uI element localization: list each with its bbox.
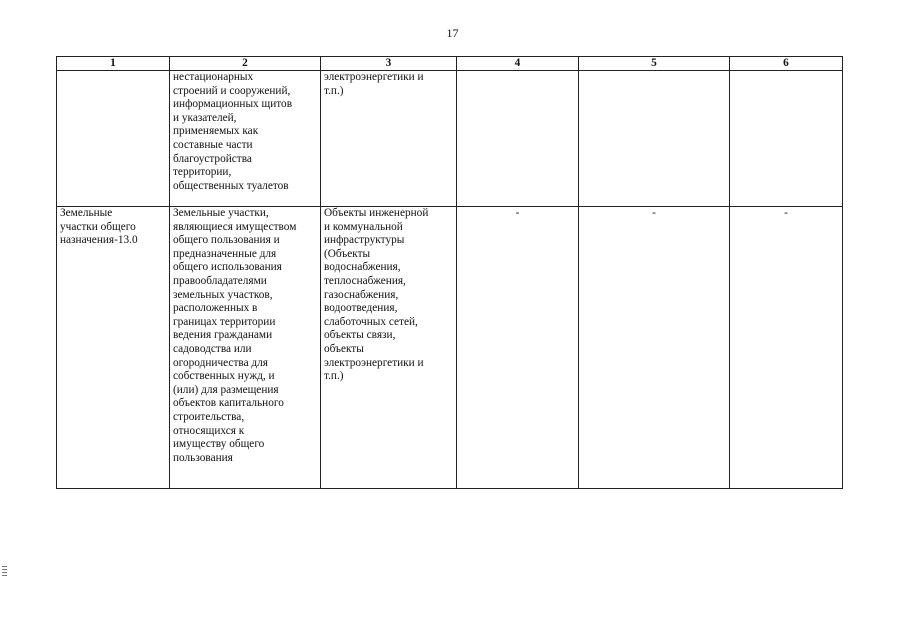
table-row bbox=[57, 207, 843, 489]
column-header-2: 2 bbox=[170, 57, 321, 71]
table-cell bbox=[57, 71, 170, 207]
scan-mark bbox=[2, 572, 7, 573]
table-cell bbox=[730, 71, 843, 207]
table-cell: Объекты инженерной и коммунальной инфраструктуры (Объекты водоснабжения, теплоснабжения, газоснабжения, водоотведения, слаботочных сетей, объекты связи, объекты электроэнергетики и т.п.) bbox=[321, 207, 457, 489]
scan-margin-marks bbox=[2, 566, 7, 578]
table-header-row bbox=[57, 57, 843, 71]
table-row bbox=[57, 71, 843, 207]
scan-mark bbox=[2, 575, 7, 576]
column-header-6: 6 bbox=[730, 57, 843, 71]
column-header-1: 1 bbox=[57, 57, 170, 71]
table-cell: Земельные участки, являющиеся имуществом общего пользования и предназначенные для общего использования правообладателями земельных участков, расположенных в границах территории ведения гражданами садоводства или огородничества для собственных нужд, и (или) для размещения объектов капитального строительства, относящихся к имуществу общего пользования bbox=[170, 207, 321, 489]
land-use-table bbox=[56, 56, 843, 489]
table-cell: нестационарных строений и сооружений, информационных щитов и указателей, применяемых как составные части благоустройства территории, общественных туалетов bbox=[170, 71, 321, 207]
table-cell: - bbox=[457, 207, 579, 489]
table-cell: - bbox=[730, 207, 843, 489]
column-header-4: 4 bbox=[457, 57, 579, 71]
table-cell bbox=[579, 71, 730, 207]
page-number: 17 bbox=[446, 26, 459, 40]
column-header-3: 3 bbox=[321, 57, 457, 71]
table-cell: Земельные участки общего назначения-13.0 bbox=[57, 207, 170, 489]
scan-mark bbox=[2, 569, 7, 570]
column-header-5: 5 bbox=[579, 57, 730, 71]
table-cell bbox=[457, 71, 579, 207]
scan-mark bbox=[2, 566, 7, 567]
table-cell: электроэнергетики и т.п.) bbox=[321, 71, 457, 207]
table-cell: - bbox=[579, 207, 730, 489]
